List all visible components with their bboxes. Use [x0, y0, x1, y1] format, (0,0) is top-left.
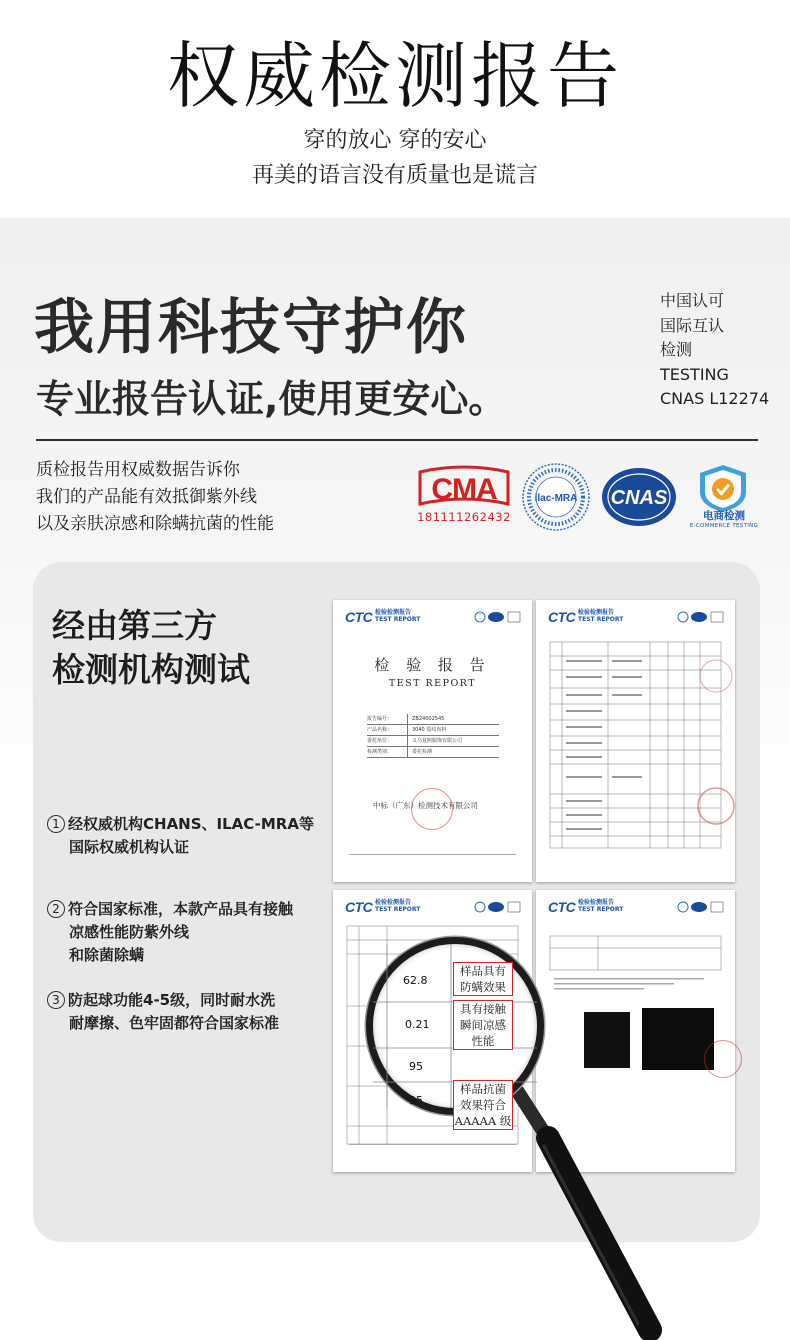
- point-text: 符合国家标准，本款产品具有接触: [68, 900, 294, 918]
- divider: [36, 439, 758, 441]
- highlight-text: 具有接触: [460, 1002, 506, 1016]
- report-fields: [367, 714, 499, 758]
- highlight-box-cooling: [453, 1000, 513, 1050]
- slogan-main: 我用科技守护你: [34, 293, 468, 363]
- report-footer-line: [349, 1144, 516, 1145]
- panel-title-line: 检测机构测试: [52, 650, 250, 689]
- report-header: [341, 899, 524, 915]
- report-header-en: TEST REPORT: [578, 906, 624, 913]
- ilac-mra-logo-icon: [521, 462, 591, 532]
- field-value: 义乌复熙服饰有限公司: [407, 736, 499, 746]
- highlight-text: 性能: [471, 1034, 495, 1048]
- report-header: [544, 609, 727, 625]
- cert-list-item: 中国认可: [660, 291, 725, 310]
- fabric-sample-photo: [584, 1012, 630, 1068]
- point-text: 国际权威机构认证: [69, 838, 190, 856]
- slogan-sub: 专业报告认证,使用更安心。: [36, 377, 507, 421]
- report-field-row: [367, 747, 499, 758]
- red-seal-stamp: [411, 788, 453, 830]
- report-header-zh: 检验检测报告: [375, 609, 412, 616]
- report-header: [341, 609, 524, 625]
- report-header-zh: 检验检测报告: [578, 899, 615, 906]
- report-header-text: [375, 899, 420, 913]
- cma-logo-text: CMA: [431, 473, 497, 506]
- point-text: 防起球功能4-5级，同时耐水洗: [68, 991, 276, 1009]
- report-header-en: TEST REPORT: [375, 616, 421, 623]
- point-number: 1: [47, 815, 65, 833]
- hero-subtitle-line1: 穿的放心 穿的安心: [303, 128, 487, 153]
- point-text: 凉感性能防紫外线: [69, 923, 190, 941]
- highlight-box-anti-mite: [453, 962, 513, 996]
- point-3: [47, 989, 279, 1035]
- magnifier-lens: [366, 937, 544, 1128]
- cnas-logo-text: CNAS: [610, 487, 668, 509]
- highlight-text: 防螨效果: [460, 980, 506, 994]
- highlight-text: 样品具有: [460, 964, 506, 978]
- cnas-logo-icon: [600, 466, 678, 528]
- mini-cert-logos-icon: [474, 901, 522, 913]
- report-header-zh: 检验检测报告: [578, 609, 615, 616]
- point-text: 经权威机构CHANS、ILAC-MRA等: [68, 815, 314, 833]
- ec-label-zh: 电商检测: [703, 510, 745, 522]
- field-key: 报告编号：: [367, 716, 393, 722]
- highlight-text: 样品抗菌: [460, 1082, 506, 1096]
- report-header-text: [578, 609, 623, 623]
- ec-label-en: E-COMMERCE TESTING: [689, 523, 759, 529]
- report-cover-sheet: [333, 600, 532, 882]
- report-header-zh: 检验检测报告: [375, 899, 412, 906]
- report-company: 中标（广东）检测技术有限公司: [373, 801, 478, 810]
- report-field-row: [367, 725, 499, 736]
- field-value: 3040 裂纹布料: [407, 725, 499, 735]
- results-table-graphic: [550, 636, 721, 858]
- highlight-box-antibacterial: [453, 1080, 513, 1130]
- panel-title: [52, 604, 250, 692]
- field-value: ZB24002545: [407, 714, 499, 724]
- ctc-logo: CTC: [548, 609, 576, 625]
- description: [36, 457, 274, 538]
- highlight-text: AAAAA 级: [454, 1114, 512, 1128]
- cert-list-item: CNAS L12274: [660, 389, 770, 408]
- report-footer-line: [349, 854, 516, 855]
- magnified-value: 95: [409, 1060, 423, 1073]
- report-header-en: TEST REPORT: [578, 616, 624, 623]
- magnified-results: [373, 944, 537, 1128]
- point-2: [47, 898, 293, 967]
- red-seal-stamp: [704, 1040, 742, 1078]
- mini-cert-logos-icon: [677, 611, 725, 623]
- panel-title-line: 经由第三方: [52, 606, 217, 645]
- cma-number: 181111262432: [417, 510, 511, 524]
- report-field-row: [367, 736, 499, 747]
- hero-header: [0, 0, 790, 218]
- report-title-en: TEST REPORT: [388, 678, 477, 689]
- hero-subtitle-line2: 再美的语言没有质量也是谎言: [251, 163, 538, 188]
- point-number: 3: [47, 991, 65, 1009]
- field-key: 委托单位：: [367, 738, 393, 744]
- description-line: 我们的产品能有效抵御紫外线: [36, 487, 257, 507]
- report-header-en: TEST REPORT: [375, 906, 421, 913]
- mini-cert-logos-icon: [677, 901, 725, 913]
- report-title: 检 验 报 告: [374, 656, 491, 674]
- magnified-value: 0.21: [405, 1018, 430, 1031]
- point-text: 耐摩擦、色牢固都符合国家标准: [69, 1014, 280, 1032]
- ctc-logo: CTC: [548, 899, 576, 915]
- page-title: 权威检测报告: [166, 34, 623, 118]
- field-value: 委托检测: [407, 747, 499, 757]
- cert-list: [660, 289, 769, 412]
- point-1: [47, 813, 314, 859]
- magnified-value: 62.8: [403, 974, 428, 987]
- report-field-row: [367, 714, 499, 725]
- highlight-text: 瞬间凉感: [460, 1018, 506, 1032]
- ilac-logo-text: ilac-MRA: [534, 493, 578, 504]
- magnified-value: 95: [409, 1094, 423, 1107]
- ctc-logo: CTC: [345, 609, 373, 625]
- report-header-text: [375, 609, 420, 623]
- ctc-logo: CTC: [345, 899, 373, 915]
- mini-cert-logos-icon: [474, 611, 522, 623]
- magnifier-handle-icon: [498, 1080, 678, 1340]
- description-line: 质检报告用权威数据告诉你: [36, 460, 240, 480]
- point-text: 和除菌除螨: [69, 946, 145, 964]
- report-results-sheet: [536, 600, 735, 882]
- cert-list-item: TESTING: [660, 364, 729, 384]
- cert-list-item: 国际互认: [660, 315, 725, 335]
- report-header: [544, 899, 727, 915]
- highlight-text: 效果符合: [460, 1098, 506, 1112]
- cert-list-item: 检测: [660, 340, 693, 359]
- field-key: 产品名称：: [367, 727, 393, 733]
- description-line: 以及亲肤凉感和除螨抗菌的性能: [36, 514, 274, 534]
- ecommerce-testing-label: [682, 511, 766, 531]
- point-number: 2: [47, 900, 65, 918]
- field-key: 检测类别：: [367, 749, 393, 755]
- report-header-text: [578, 899, 623, 913]
